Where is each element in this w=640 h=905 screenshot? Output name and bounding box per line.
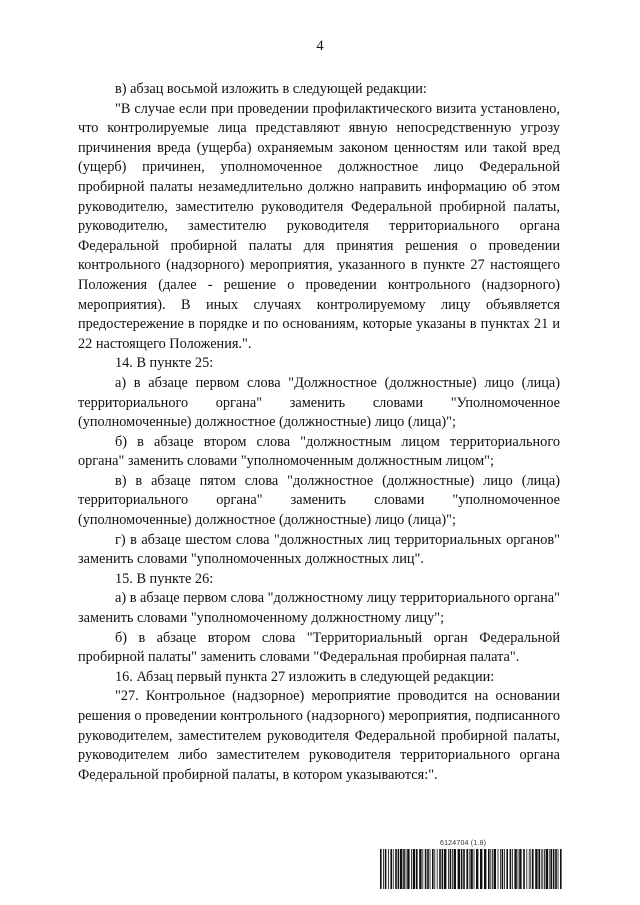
barcode-label: 6124704 (1.8)	[440, 840, 487, 847]
paragraph-10: б) в абзаце втором слова "Территориальный орган Федеральной пробирной палаты" заменить словами "Федеральная пробирная палата".	[78, 629, 560, 666]
barcode-block	[380, 840, 562, 892]
paragraph-5: б) в абзаце втором слова "должностным лицом территориального органа" заменить словами "уполномоченным должностным лицом";	[78, 433, 560, 470]
paragraph-7: г) в абзаце шестом слова "должностных лиц территориальных органов" заменить словами "уполномоченных должностных лиц".	[78, 531, 560, 568]
paragraph-4: а) в абзаце первом слова "Должностное (должностные) лицо (лица) территориального органа" заменить словами "Уполномоченное (уполномоченные) должностное (должностные) лицо (лица)";	[78, 374, 560, 431]
page-number: 4	[316, 38, 324, 54]
paragraph-1: в) абзац восьмой изложить в следующей редакции:	[115, 81, 427, 97]
document-body	[78, 80, 560, 785]
paragraph-6: в) в абзаце пятом слова "должностное (должностные) лицо (лица) территориального органа" заменить словами "уполномоченное (уполномоченные) должностное (должностные) лицо (лица)";	[78, 472, 560, 529]
paragraph-12: "27. Контрольное (надзорное) мероприятие проводится на основании решения о проведении контрольного (надзорного) мероприятия, подписанного руководителем, заместителем руководителя Федеральной пробирной палаты, руководителем либо заместителем руководителя территориального органа Федеральной пробирной палаты, в котором указываются:".	[78, 688, 560, 783]
paragraph-11: 16. Абзац первый пункта 27 изложить в следующей редакции:	[115, 668, 495, 685]
paragraph-9: а) в абзаце первом слова "должностному лицу территориального органа" заменить словами "уполномоченному должностному лицу";	[78, 590, 560, 627]
paragraph-2: "В случае если при проведении профилактического визита установлено, что контролируемые лица представляют явную непосредственную угрозу причинения вреда (ущерба) охраняемым законом ценностям или такой вред (ущерб) причинен, уполномоченное должностное лицо Федеральной пробирной палаты незамедлительно должно направить информацию об этом руководителю, заместителю руководителя Федеральной пробирной палаты, руководителю, заместителю руководителя территориального органа Федеральной пробирной палаты для принятия решения о проведении контрольного (надзорного) мероприятия, указанного в пункте 27 настоящего Положения (далее - решение о проведении контрольного (надзорного) мероприятия). В иных случаях контролируемому лицу объявляется предостережение в порядке и по основаниям, которые указаны в пунктах 21 и 22 настоящего Положения.".	[78, 100, 560, 352]
paragraph-3: 14. В пункте 25:	[115, 355, 214, 372]
paragraph-8: 15. В пункте 26:	[115, 570, 214, 587]
barcode-icon	[380, 849, 562, 889]
